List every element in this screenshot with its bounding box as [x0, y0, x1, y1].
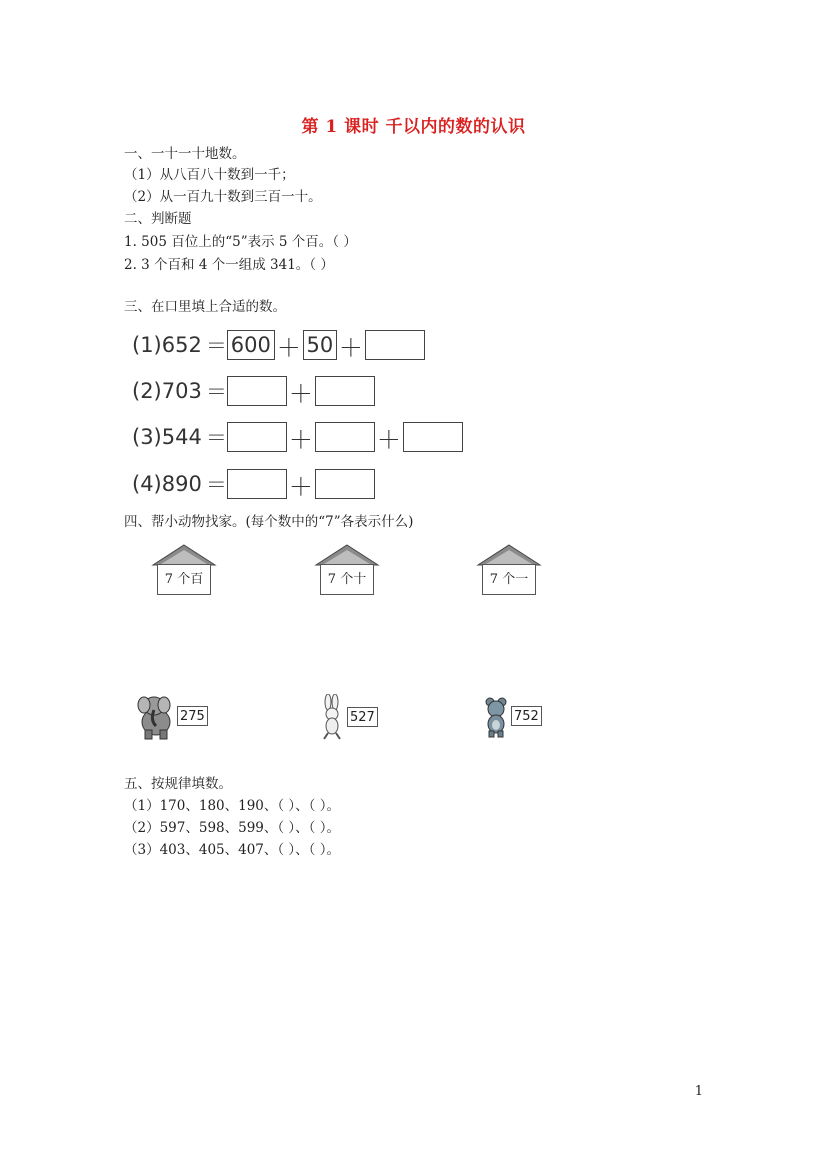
answer-box	[227, 422, 287, 452]
animal-bear	[482, 694, 542, 738]
answer-box: 600	[227, 330, 275, 360]
section-1-item-1: （1）从八百八十数到一千；	[124, 167, 295, 183]
page-number: 1	[694, 1084, 703, 1099]
answer-box	[227, 376, 287, 406]
answer-box	[315, 376, 375, 406]
section-1-item-2: （2）从一百九十数到三百一十。	[124, 189, 322, 205]
equation-row-3	[132, 420, 463, 454]
section-5-item-3: （3）403、405、407、（ ）、（ ）。	[124, 842, 340, 858]
section-3-heading: 三、在口里填上合适的数。	[124, 299, 286, 315]
answer-box	[227, 469, 287, 499]
answer-box	[365, 330, 425, 360]
equals-sign: ＝	[205, 473, 227, 497]
plus-sign: ＋	[276, 333, 301, 362]
roof-icon	[151, 544, 217, 566]
plus-sign: ＋	[288, 472, 313, 501]
equation-row-1	[132, 328, 425, 362]
answer-box	[315, 469, 375, 499]
section-2-item-2: 2. 3 个百和 4 个一组成 341。（ ）	[124, 257, 334, 273]
section-2-item-1: 1. 505 百位上的“5”表示 5 个百。（ ）	[124, 234, 357, 250]
plus-sign: ＋	[338, 333, 363, 362]
house-sign: 7 个十	[320, 564, 374, 595]
plus-sign: ＋	[288, 379, 313, 408]
rabbit-icon	[318, 694, 346, 740]
equals-sign: ＝	[205, 426, 227, 450]
equation-label: (3)544	[132, 425, 202, 449]
equation-row-4	[132, 467, 375, 501]
equals-sign: ＝	[205, 380, 227, 404]
animal-elephant	[136, 692, 208, 740]
section-2-heading: 二、判断题	[124, 211, 192, 227]
section-1-heading: 一、一十一十地数。	[124, 146, 246, 162]
roof-icon	[476, 544, 542, 566]
number-tag: 527	[347, 707, 378, 727]
equation-label: (2)703	[132, 379, 202, 403]
number-tag: 275	[177, 706, 208, 726]
number-tag: 752	[511, 706, 542, 726]
equation-label: (4)890	[132, 472, 202, 496]
page-title: 第 1 课时 千以内的数的认识	[301, 117, 526, 137]
section-5-item-1: （1）170、180、190、（ ）、（ ）。	[124, 798, 340, 814]
answer-box	[403, 422, 463, 452]
equation-label: (1)652	[132, 333, 202, 357]
plus-sign: ＋	[288, 425, 313, 454]
house-tens	[320, 544, 374, 598]
house-hundreds	[157, 544, 211, 598]
house-sign: 7 个百	[157, 564, 211, 595]
section-5-item-2: （2）597、598、599、（ ）、（ ）。	[124, 820, 340, 836]
equals-sign: ＝	[205, 334, 227, 358]
section-5-heading: 五、按规律填数。	[124, 776, 232, 792]
bear-icon	[482, 694, 510, 738]
house-sign: 7 个一	[482, 564, 536, 595]
house-ones	[482, 544, 536, 598]
answer-box	[315, 422, 375, 452]
answer-box: 50	[303, 330, 337, 360]
plus-sign: ＋	[376, 425, 401, 454]
section-4-heading: 四、帮小动物找家。(每个数中的“7”各表示什么)	[124, 514, 414, 530]
animal-rabbit	[318, 694, 378, 740]
roof-icon	[314, 544, 380, 566]
equation-row-2	[132, 374, 375, 408]
elephant-icon	[136, 692, 176, 740]
